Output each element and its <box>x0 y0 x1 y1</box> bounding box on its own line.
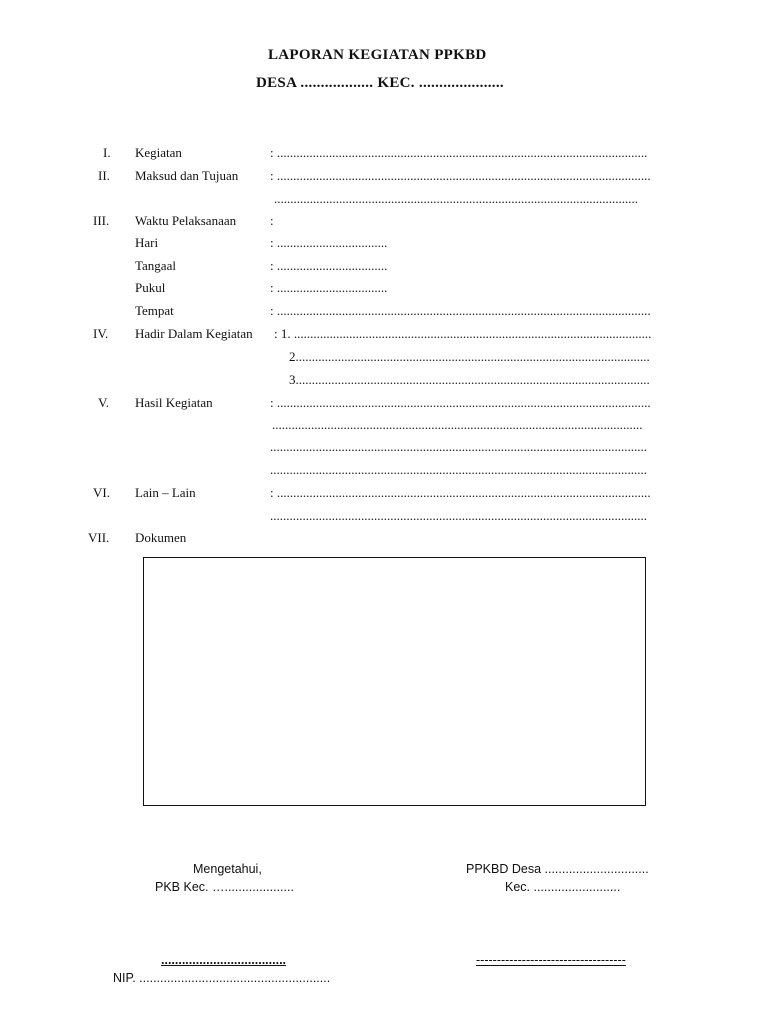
section-value: : ................................................................................................................... <box>270 168 651 183</box>
section-number: VI. <box>93 485 110 500</box>
section-value: : ................................................................................................................... <box>270 485 651 500</box>
pukul-label: Pukul <box>135 280 166 295</box>
pukul-value: : .................................. <box>270 280 388 295</box>
document-photo-box <box>143 557 646 806</box>
attendee-item: 3............................................................................................................. <box>289 372 650 387</box>
section-continuation: .................................................................................................................... <box>270 508 647 523</box>
section-continuation: .................................................................................................................. <box>272 417 643 432</box>
nip-line: NIP. ....................................................... <box>113 971 331 985</box>
section-value: : 1. .............................................................................................................. <box>274 326 652 341</box>
tanggal-label: Tangaal <box>135 258 176 273</box>
section-label: Dokumen <box>135 530 187 545</box>
signature-left-heading: Mengetahui, <box>193 862 262 876</box>
hari-value: : .................................. <box>270 235 388 250</box>
section-label: Maksud dan Tujuan <box>135 168 239 183</box>
signature-right-role: Kec. ......................... <box>505 880 621 894</box>
section-label: Lain – Lain <box>135 485 196 500</box>
section-number: II. <box>98 168 110 183</box>
signature-right-heading: PPKBD Desa .............................. <box>466 862 649 876</box>
section-number: III. <box>93 213 110 228</box>
section-number: I. <box>103 145 111 160</box>
signature-left-role: PKB Kec. ….................... <box>155 880 294 894</box>
section-value: : <box>270 213 274 228</box>
hari-label: Hari <box>135 235 159 250</box>
section-label: Hadir Dalam Kegiatan <box>135 326 253 341</box>
section-continuation: .................................................................................................................... <box>270 462 647 477</box>
section-label: Waktu Pelaksanaan <box>135 213 237 228</box>
signature-right-line: ------------------------------------ <box>476 953 626 967</box>
page-title: LAPORAN KEGIATAN PPKBD <box>268 47 487 63</box>
section-continuation: .................................................................................................................... <box>270 439 647 454</box>
section-label: Kegiatan <box>135 145 182 160</box>
section-number: VII. <box>88 530 110 545</box>
section-number: IV. <box>93 326 109 341</box>
attendee-item: 2............................................................................................................. <box>289 349 650 364</box>
section-value: : ................................................................................................................... <box>270 395 651 410</box>
section-continuation: ................................................................................................................ <box>274 191 638 206</box>
tempat-value: : ................................................................................................................... <box>270 303 651 318</box>
tempat-label: Tempat <box>135 303 174 318</box>
page-subtitle: DESA .................. KEC. ..................... <box>256 75 504 91</box>
section-number: V. <box>98 395 109 410</box>
section-label: Hasil Kegiatan <box>135 395 213 410</box>
section-value: : .................................................................................................................. <box>270 145 648 160</box>
tanggal-value: : .................................. <box>270 258 388 273</box>
signature-left-line: .................................... <box>161 953 287 967</box>
